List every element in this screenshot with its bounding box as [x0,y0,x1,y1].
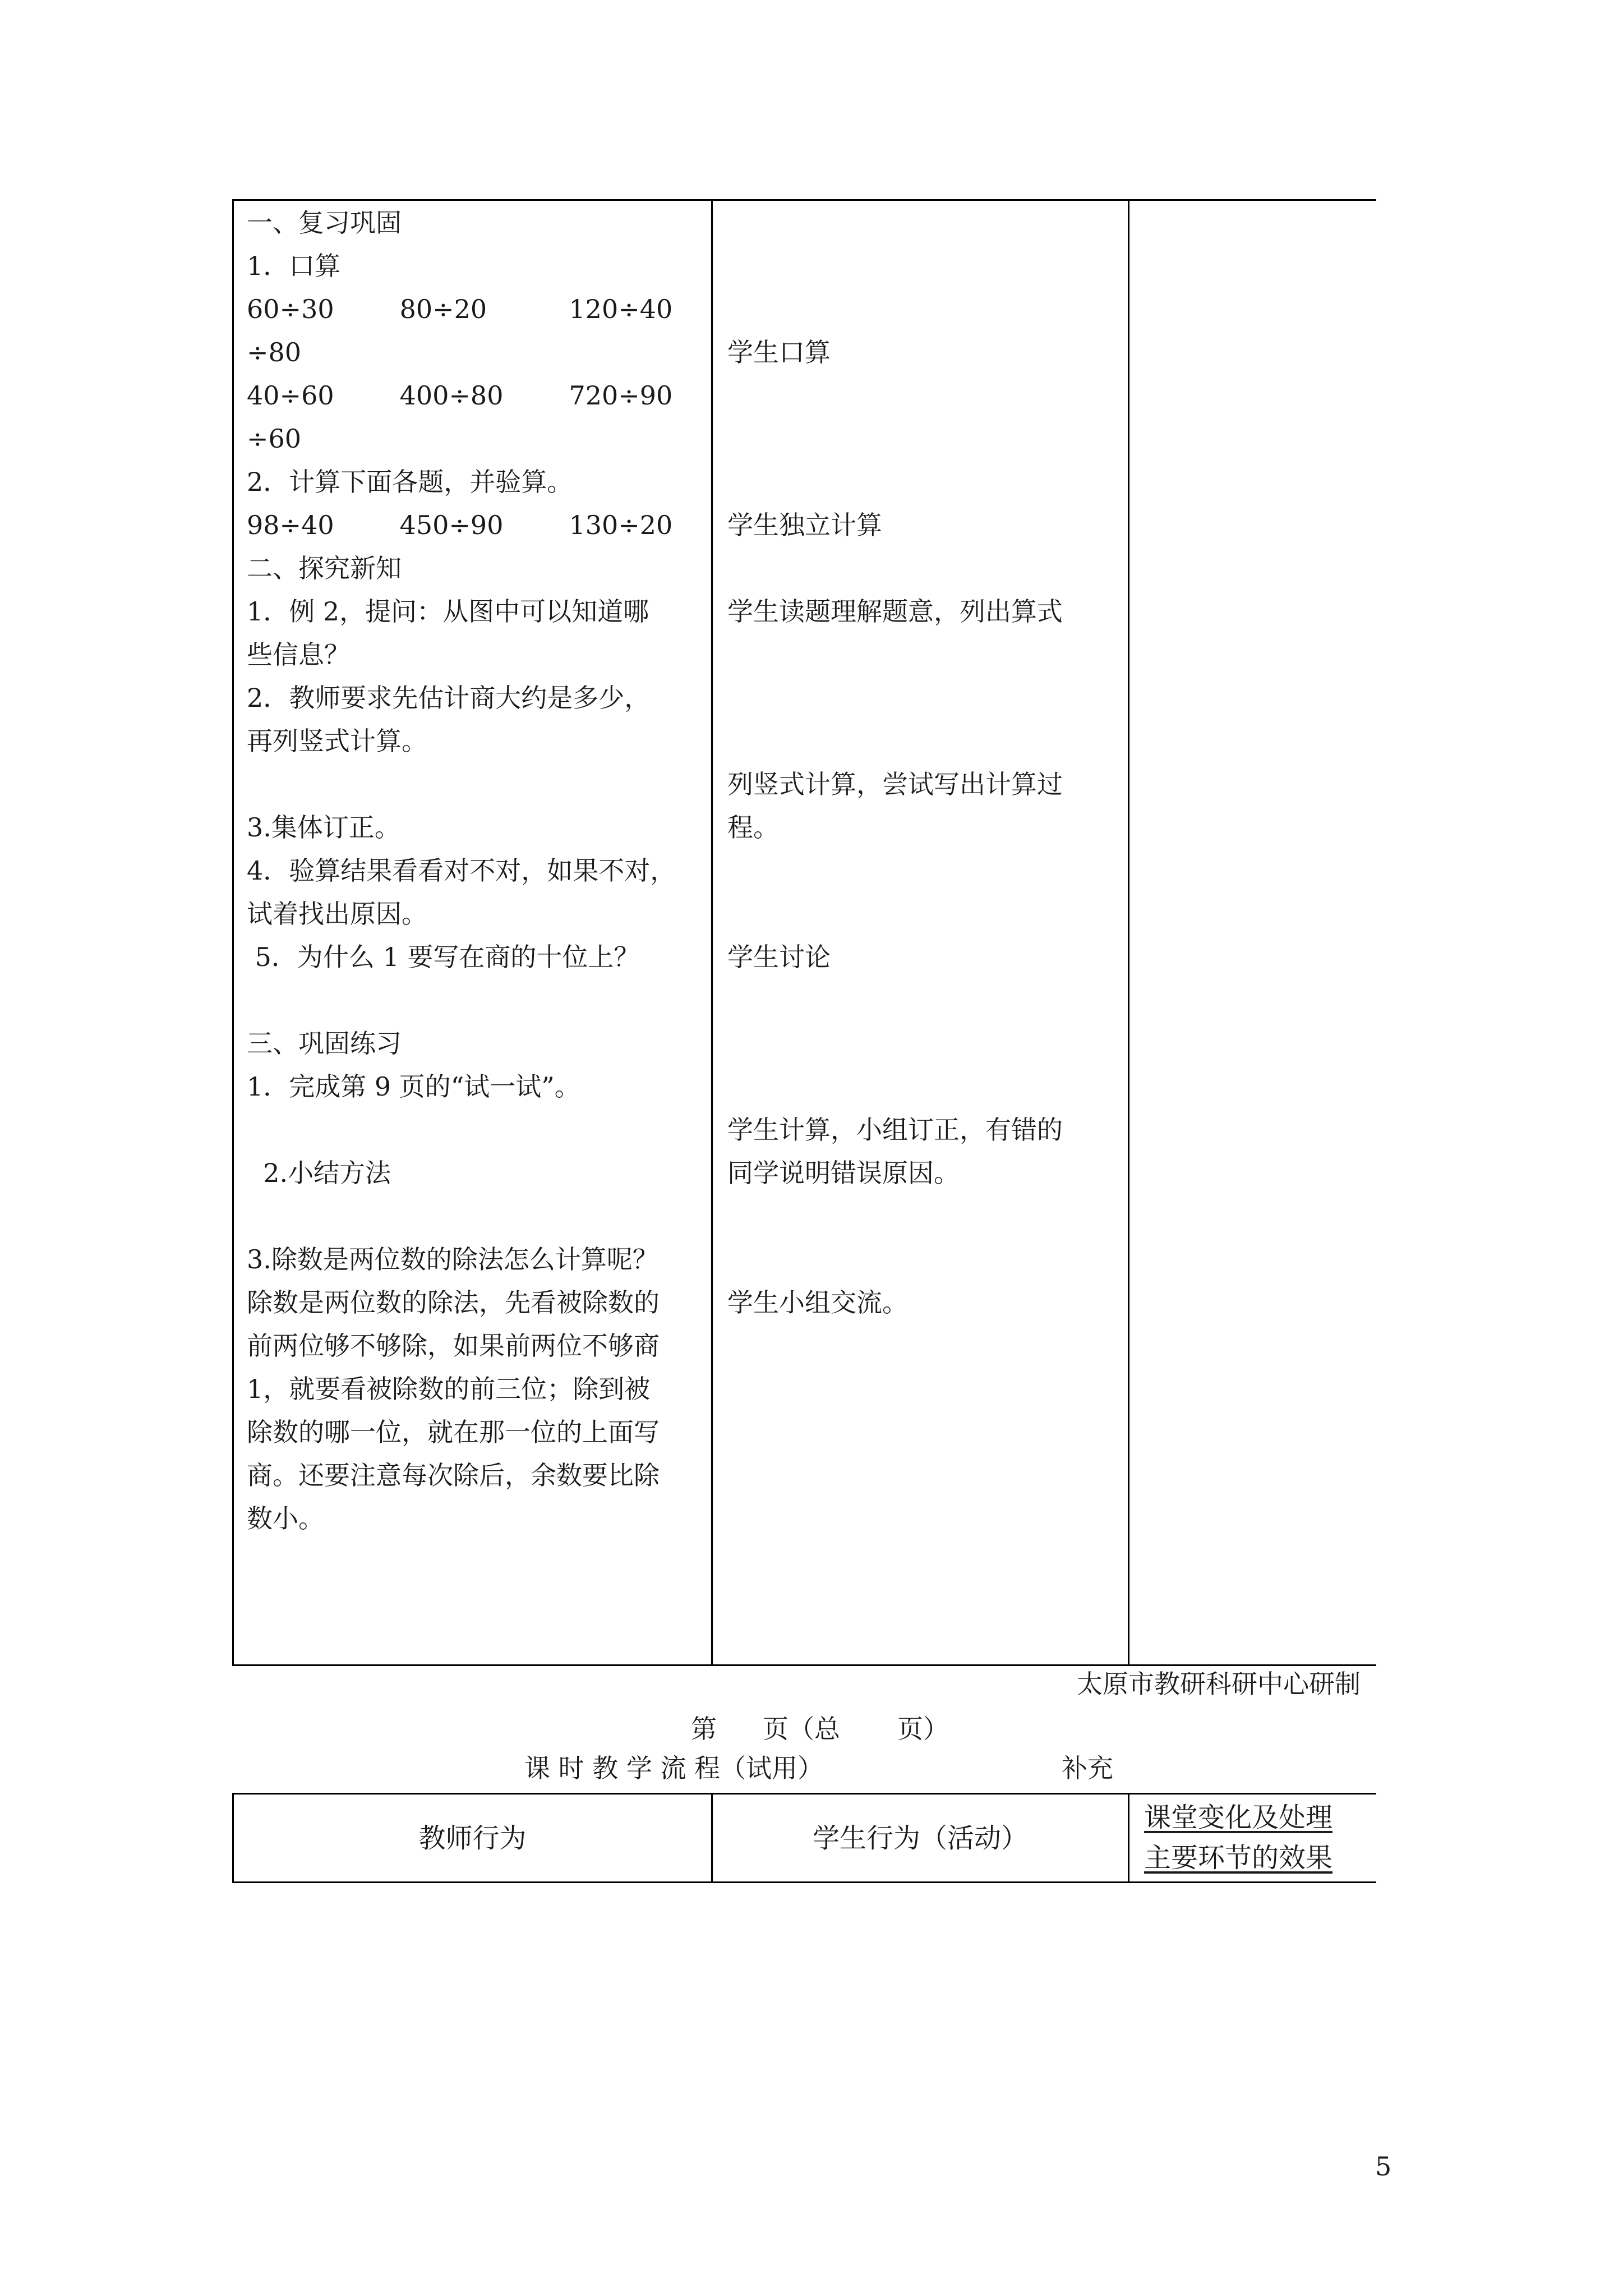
flow-title: 课 时 教 学 流 程（试用） [524,1753,824,1783]
teacher-line: 98÷40 450÷90 130÷20 [247,510,673,540]
teacher-line: 一、复习巩固 [247,208,402,238]
page-number: 5 [1375,2151,1392,2182]
teacher-line: ÷80 [247,337,302,367]
header-teacher: 教师行为 [418,1823,527,1854]
teacher-line: 三、巩固练习 [247,1028,402,1059]
student-line: 学生读题理解题意，列出算式 [727,596,1063,627]
header-student: 学生行为（活动） [812,1823,1028,1854]
page-label-end: 页） [897,1714,949,1744]
teacher-line: 1．例 2，提问：从图中可以知道哪 [247,596,649,627]
teacher-line: 1，就要看被除数的前三位；除到被 [247,1374,651,1404]
table-divider-2 [1128,199,1129,1666]
student-line: 程。 [727,812,779,843]
header-table-divider-2 [1128,1793,1129,1883]
page-label-di: 第 [691,1714,717,1744]
teacher-line: 4．验算结果看看对不对，如果不对， [247,855,676,886]
student-line: 学生小组交流。 [727,1287,908,1318]
teacher-line: 3.除数是两位数的除法怎么计算呢？ [247,1244,658,1274]
supplement-label: 补充 [1062,1753,1113,1783]
teacher-line: 1．完成第 9 页的“试一试”。 [247,1071,580,1102]
teacher-line: 试着找出原因。 [247,899,427,929]
teacher-line: 二、探究新知 [247,553,402,583]
teacher-line: 2．计算下面各题，并验算。 [247,467,573,497]
teacher-line: 些信息？ [247,639,350,670]
header-table-bottom [232,1881,1376,1883]
student-line: 学生独立计算 [727,510,882,540]
student-line: 学生讨论 [727,942,831,972]
table-bottom-border [232,1664,1376,1666]
teacher-line: 1．口算 [247,251,341,281]
table-top-border [232,199,1376,201]
teacher-line: 2.小结方法 [247,1158,391,1188]
student-line: 学生口算 [727,337,831,367]
teacher-line: 2．教师要求先估计商大约是多少， [247,683,651,713]
student-line: 同学说明错误原因。 [727,1158,960,1188]
teacher-line: 除数的哪一位，就在那一位的上面写 [247,1417,660,1447]
header-effect-line2: 主要环节的效果 [1144,1842,1333,1874]
teacher-line: 40÷60 400÷80 720÷90 [247,380,673,411]
teacher-line: 3.集体订正。 [247,812,400,843]
teacher-line: ÷60 [247,424,302,454]
header-effect-line1: 课堂变化及处理 [1144,1802,1333,1833]
teacher-line: 商。还要注意每次除后，余数要比除 [247,1460,660,1490]
table-left-border [232,199,234,1666]
table-divider-1 [711,199,713,1666]
student-line: 学生计算，小组订正，有错的 [727,1115,1063,1145]
header-table-top [232,1793,1376,1795]
teacher-line: 60÷30 80÷20 120÷40 [247,294,673,324]
teacher-line: 再列竖式计算。 [247,726,427,756]
teacher-line: 除数是两位数的除法，先看被除数的 [247,1287,660,1318]
teacher-line: 数小。 [247,1503,324,1534]
student-line: 列竖式计算，尝试写出计算过 [727,769,1063,799]
org-credit: 太原市教研科研中心研制 [1077,1669,1361,1699]
page-label-total: 页（总 [763,1714,840,1744]
teacher-line: 5．为什么 1 要写在商的十位上？ [247,942,640,972]
teacher-line: 前两位够不够除，如果前两位不够商 [247,1331,660,1361]
